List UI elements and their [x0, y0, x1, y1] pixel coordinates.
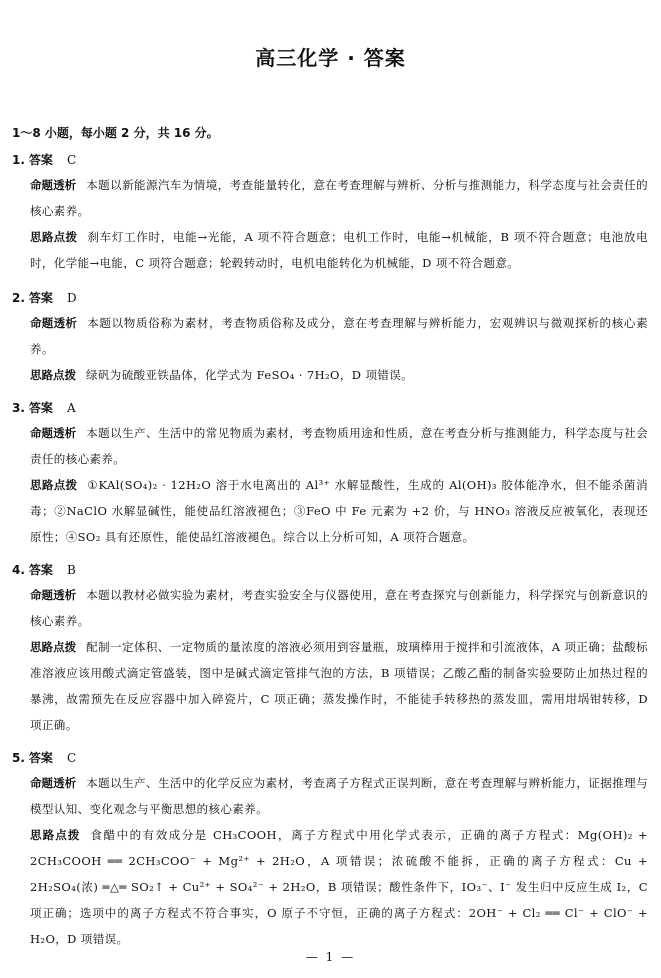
page-number: — 1 —	[305, 950, 356, 964]
analysis-label: 命题透析	[30, 588, 77, 602]
hint-label: 思路点拨	[30, 478, 78, 492]
hint-label: 思路点拨	[30, 828, 81, 842]
question-number: 1.	[12, 153, 25, 167]
analysis-text: 本题以新能源汽车为情境，考查能量转化，意在考查理解与辨析、分析与推测能力，科学态度与社会责任的核心素养。	[30, 178, 648, 218]
question-5	[12, 746, 648, 952]
analysis-block	[30, 420, 648, 472]
analysis-text: 本题以生产、生活中的常见物质为素材，考查物质用途和性质，意在考查分析与推测能力，科学态度与社会责任的核心素养。	[30, 426, 648, 466]
question-number: 2.	[12, 291, 25, 305]
answer-choice: C	[66, 751, 77, 765]
answer-label: 答案	[28, 401, 53, 415]
analysis-text: 本题以物质俗称为素材，考查物质俗称及成分，意在考查理解与辨析能力，宏观辨识与微观探析的核心素养。	[30, 316, 648, 356]
hint-text: ①KAl(SO₄)₂ · 12H₂O 溶于水电离出的 Al³⁺ 水解显酸性，生成的 Al(OH)₃ 胶体能净水，但不能杀菌消毒；②NaClO 水解显碱性，能使品红溶液褪色；③FeO 中 Fe 元素为 +2 价，与 HNO₃ 溶液反应被氧化，表现还原性；④SO₂ 具有还原性，能使品红溶液褪色。综合以上分析可知，A 项符合题意。	[30, 478, 648, 544]
question-number: 3.	[12, 401, 25, 415]
analysis-label: 命题透析	[30, 316, 78, 330]
answer-label: 答案	[28, 751, 53, 765]
question-number: 5.	[12, 751, 25, 765]
analysis-text: 本题以生产、生活中的化学反应为素材，考查离子方程式正误判断，意在考查理解与辨析能力，证据推理与模型认知、变化观念与平衡思想的核心素养。	[30, 776, 648, 816]
analysis-label: 命题透析	[30, 426, 77, 440]
analysis-block	[30, 310, 648, 362]
hint-block	[30, 634, 648, 738]
answer-line	[12, 148, 648, 172]
page-title: 高三化学 · 答案	[255, 46, 406, 70]
hint-label: 思路点拨	[30, 230, 78, 244]
hint-text: 食醋中的有效成分是 CH₃COOH，离子方程式中用化学式表示，正确的离子方程式：Mg(OH)₂ + 2CH₃COOH ══ 2CH₃COO⁻ + Mg²⁺ + 2H₂O，A 项错误；浓硫酸不能拆，正确的离子方程式：Cu + 2H₂SO₄(浓) ═△═ SO₂↑ + Cu²⁺ + SO₄²⁻ + 2H₂O，B 项错误；酸性条件下，IO₃⁻、I⁻ 发生归中反应生成 I₂，C 项正确；选项中的离子方程式不符合事实，O 原子不守恒，正确的离子方程式：2OH⁻ + Cl₂ ══ Cl⁻ + ClO⁻ + H₂O，D 项错误。	[30, 828, 648, 946]
answer-choice: B	[66, 563, 76, 577]
hint-label: 思路点拨	[30, 368, 76, 382]
answer-line	[12, 396, 648, 420]
hint-text: 配制一定体积、一定物质的量浓度的溶液必须用到容量瓶，玻璃棒用于搅拌和引流液体，A 项正确；盐酸标准溶液应该用酸式滴定管盛装，图中是碱式滴定管排气泡的方法，B 项错误；乙酸乙酯的制备实验要防止加热过程的暴沸，故需预先在反应容器中加入碎瓷片，C 项正确；蒸发操作时，不能徒手转移热的蒸发皿，需用坩埚钳转移，D 项正确。	[30, 640, 649, 732]
hint-text: 绿矾为硫酸亚铁晶体，化学式为 FeSO₄ · 7H₂O，D 项错误。	[86, 368, 414, 382]
answer-line	[12, 558, 648, 582]
answer-label: 答案	[28, 563, 53, 577]
answer-label: 答案	[28, 291, 53, 305]
answer-line	[12, 746, 648, 770]
analysis-block	[30, 172, 648, 224]
analysis-label: 命题透析	[30, 776, 77, 790]
answer-choice: C	[66, 153, 77, 167]
hint-block	[30, 224, 648, 276]
answer-choice: A	[66, 401, 76, 415]
hint-label: 思路点拨	[30, 640, 77, 654]
analysis-label: 命题透析	[30, 178, 77, 192]
hint-block	[30, 472, 648, 550]
question-1	[12, 148, 648, 276]
hint-block	[30, 362, 648, 388]
question-2	[12, 286, 648, 388]
answer-label: 答案	[28, 153, 53, 167]
answer-choice: D	[66, 291, 77, 305]
question-3	[12, 396, 648, 550]
question-number: 4.	[12, 563, 25, 577]
analysis-block	[30, 582, 648, 634]
hint-block	[30, 822, 648, 952]
answer-line	[12, 286, 648, 310]
analysis-text: 本题以教材必做实验为素材，考查实验安全与仪器使用，意在考查探究与创新能力，科学探究与创新意识的核心素养。	[30, 588, 648, 628]
question-4	[12, 558, 648, 738]
section-intro: 1～8 小题，每小题 2 分，共 16 分。	[12, 126, 219, 140]
hint-text: 刹车灯工作时，电能→光能，A 项不符合题意；电机工作时，电能→机械能，B 项不符合题意；电池放电时，化学能→电能，C 项符合题意；轮毂转动时，电机电能转化为机械能，D 项不符合题意。	[30, 230, 648, 270]
analysis-block	[30, 770, 648, 822]
